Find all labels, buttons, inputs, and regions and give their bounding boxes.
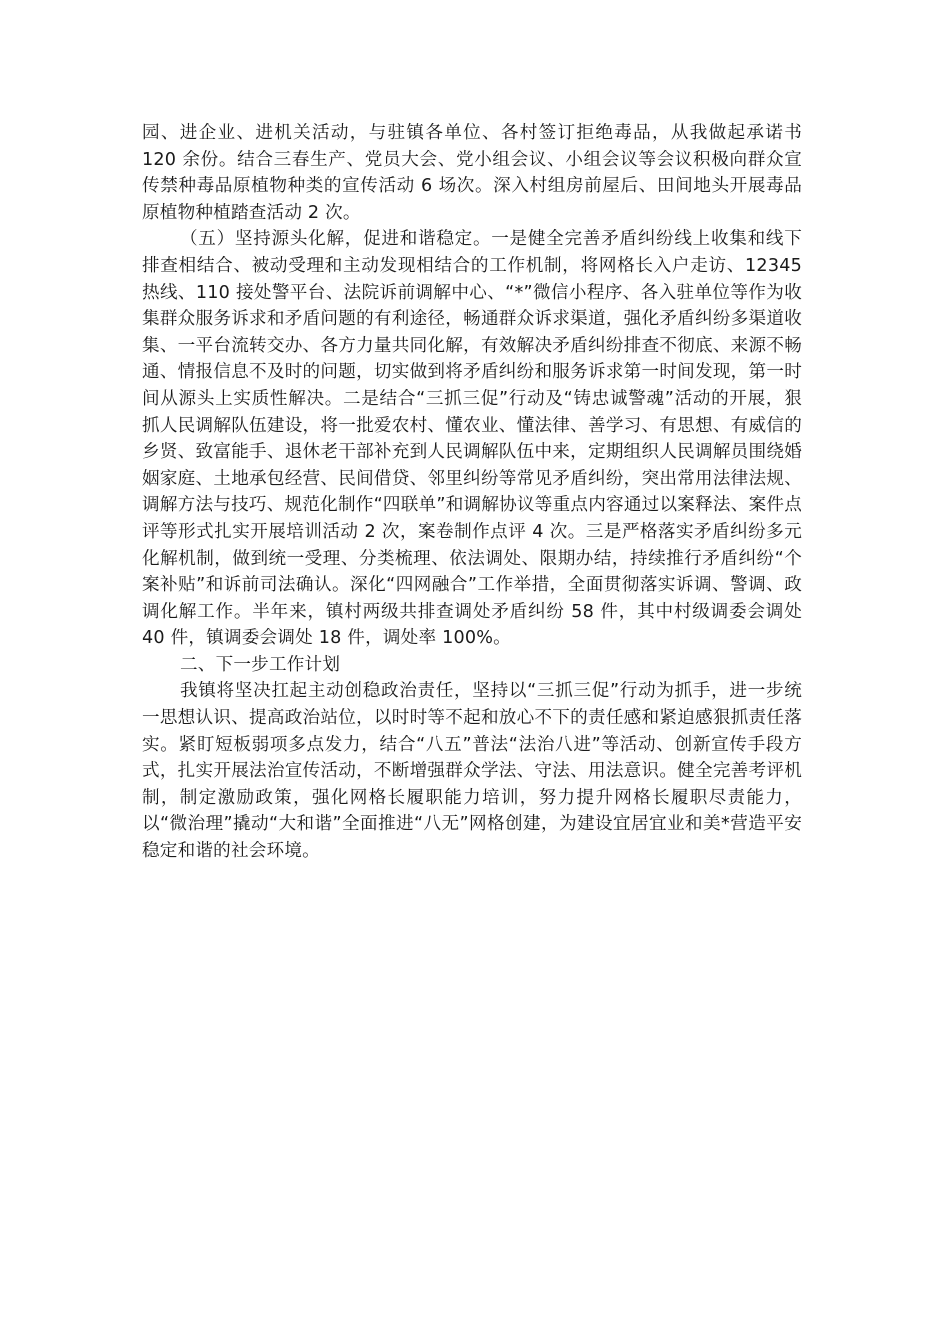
paragraph-antidrug-continued: 园、进企业、进机关活动，与驻镇各单位、各村签订拒绝毒品，从我做起承诺书 120 余份。结合三春生产、党员大会、党小组会议、小组会议等会议积极向群众宣传禁种毒品原植物种类的宣传活动 6 场次。深入村组房前屋后、田间地头开展毒品原植物种植踏查活动 2 次。 [142,123,802,223]
section-heading-next-plan: 二、下一步工作计划 [180,654,341,675]
paragraph-source-resolution: （五）坚持源头化解，促进和谐稳定。一是健全完善矛盾纠纷线上收集和线下排查相结合、被动受理和主动发现相结合的工作机制，将网格长入户走访、12345 热线、110 接处警平台、法院诉前调解中心、“*”微信小程序、各入驻单位等作为收集群众服务诉求和矛盾问题的有利途径，畅通群众诉求渠道，强化矛盾纠纷多渠道收集、一平台流转交办、各方力量共同化解，有效解决矛盾纠纷排查不彻底、来源不畅通、情报信息不及时的问题，切实做到将矛盾纠纷和服务诉求第一时间发现，第一时间从源头上实质性解决。二是结合“三抓三促”行动及“铸忠诚警魂”活动的开展，狠抓人民调解队伍建设，将一批爱农村、懂农业、懂法律、善学习、有思想、有威信的乡贤、致富能手、退休老干部补充到人民调解队伍中来，定期组织人民调解员围绕婚姻家庭、土地承包经营、民间借贷、邻里纠纷等常见矛盾纠纷，突出常用法律法规、调解方法与技巧、规范化制作“四联单”和调解协议等重点内容通过以案释法、案件点评等形式扎实开展培训活动 2 次，案卷制作点评 4 次。三是严格落实矛盾纠纷多元化解机制，做到统一受理、分类梳理、依法调处、限期办结，持续推行矛盾纠纷“个案补贴”和诉前司法确认。深化“四网融合”工作举措，全面贯彻落实诉调、警调、政调化解工作。半年来，镇村两级共排查调处矛盾纠纷 58 件，其中村级调委会调处 40 件，镇调委会调处 18 件，调处率 100%。 [142,229,802,649]
document-page [142,120,802,865]
paragraph-next-plan: 我镇将坚决扛起主动创稳政治责任，坚持以“三抓三促”行动为抓手，进一步统一思想认识、提高政治站位，以时时等不起和放心不下的责任感和紧迫感狠抓责任落实。紧盯短板弱项多点发力，结合“八五”普法“法治八进”等活动、创新宣传手段方式，扎实开展法治宣传活动，不断增强群众学法、守法、用法意识。健全完善考评机制，制定激励政策，强化网格长履职能力培训，努力提升网格长履职尽责能力，以“微治理”撬动“大和谐”全面推进“八无”网格创建，为建设宜居宜业和美*营造平安稳定和谐的社会环境。 [142,681,802,862]
